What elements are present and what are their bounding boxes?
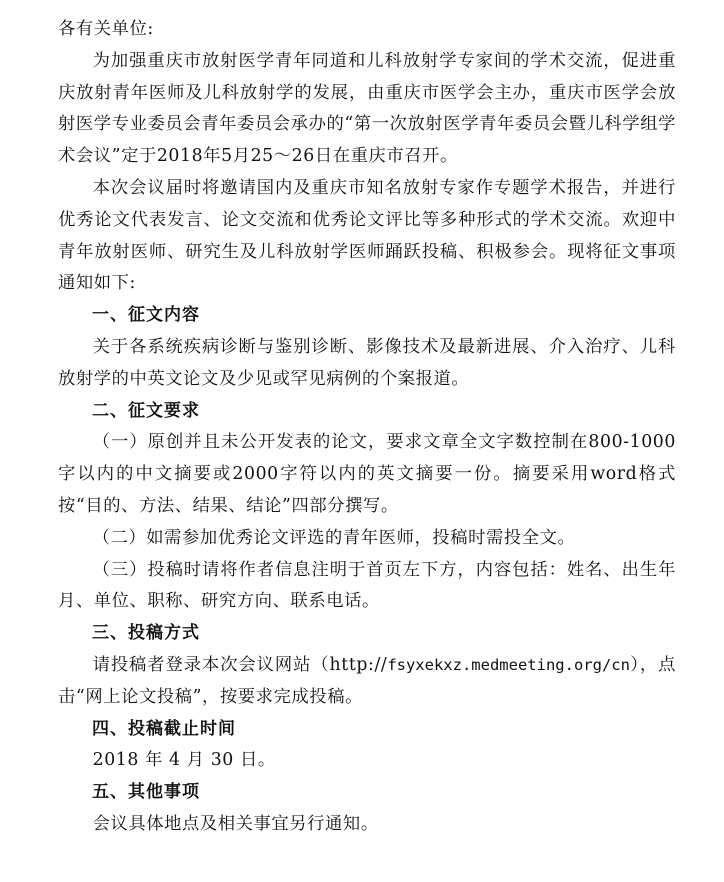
section-heading: 二、征文要求 (92, 400, 200, 421)
submission-suffix: ），点击“网上论文投稿”，按要求完成投稿。 (58, 654, 676, 707)
intro-paragraph-1: 为加强重庆市放射医学青年同道和儿科放射学专家间的学术交流，促进重庆放射青年医师及儿科放射学的发展，由重庆市医学会主办，重庆市医学会放射医学专业委员会青年委员会承办的“第一次放射医学青年委员会暨儿科学组学术会议”定于2018年5月25～26日在重庆市召开。 (58, 50, 676, 167)
section-heading: 三、投稿方式 (92, 623, 200, 644)
section-requirements (58, 396, 676, 619)
section-content-topics (58, 300, 676, 395)
section-paragraph: 关于各系统疾病诊断与鉴别诊断、影像技术及最新进展、介入治疗、儿科放射学的中英文论文及少见或罕见病例的个案报道。 (58, 336, 676, 389)
salutation: 各有关单位: (58, 19, 154, 39)
section-heading: 四、投稿截止时间 (92, 718, 236, 739)
requirement-1: （一）原创并且未公开发表的论文，要求文章全文字数控制在800-1000字以内的中文摘要或2000字符以内的英文摘要一份。摘要采用word格式按“目的、方法、结果、结论”四部分撰写。 (58, 432, 676, 516)
requirement-3: （三）投稿时请将作者信息注明于首页左下方，内容包括：姓名、出生年月、单位、职称、研究方向、联系电话。 (58, 559, 676, 612)
section-heading: 五、其他事项 (92, 782, 200, 803)
submission-prefix: 请投稿者登录本次会议网站（http:// (92, 654, 388, 675)
deadline-date: 2018 年 4 月 30 日。 (92, 750, 276, 771)
section-heading: 一、征文内容 (92, 305, 200, 326)
intro-paragraph-2: 本次会议届时将邀请国内及重庆市知名放射专家作专题学术报告，并进行优秀论文代表发言、论文交流和优秀论文评比等多种形式的学术交流。欢迎中青年放射医师、研究生及儿科放射学医师踊跃投稿、积极参会。现将征文事项通知如下: (58, 177, 676, 294)
section-submission-method (58, 618, 676, 713)
section-deadline (58, 714, 676, 778)
submission-paragraph (58, 650, 676, 714)
requirement-2: （二）如需参加优秀论文评选的青年医师，投稿时需投全文。 (92, 527, 576, 548)
other-matters-paragraph: 会议具体地点及相关事宜另行通知。 (92, 813, 379, 834)
conference-website-link[interactable]: fsyxekxz.medmeeting.org/cn (387, 655, 630, 674)
section-other-matters (58, 777, 676, 841)
